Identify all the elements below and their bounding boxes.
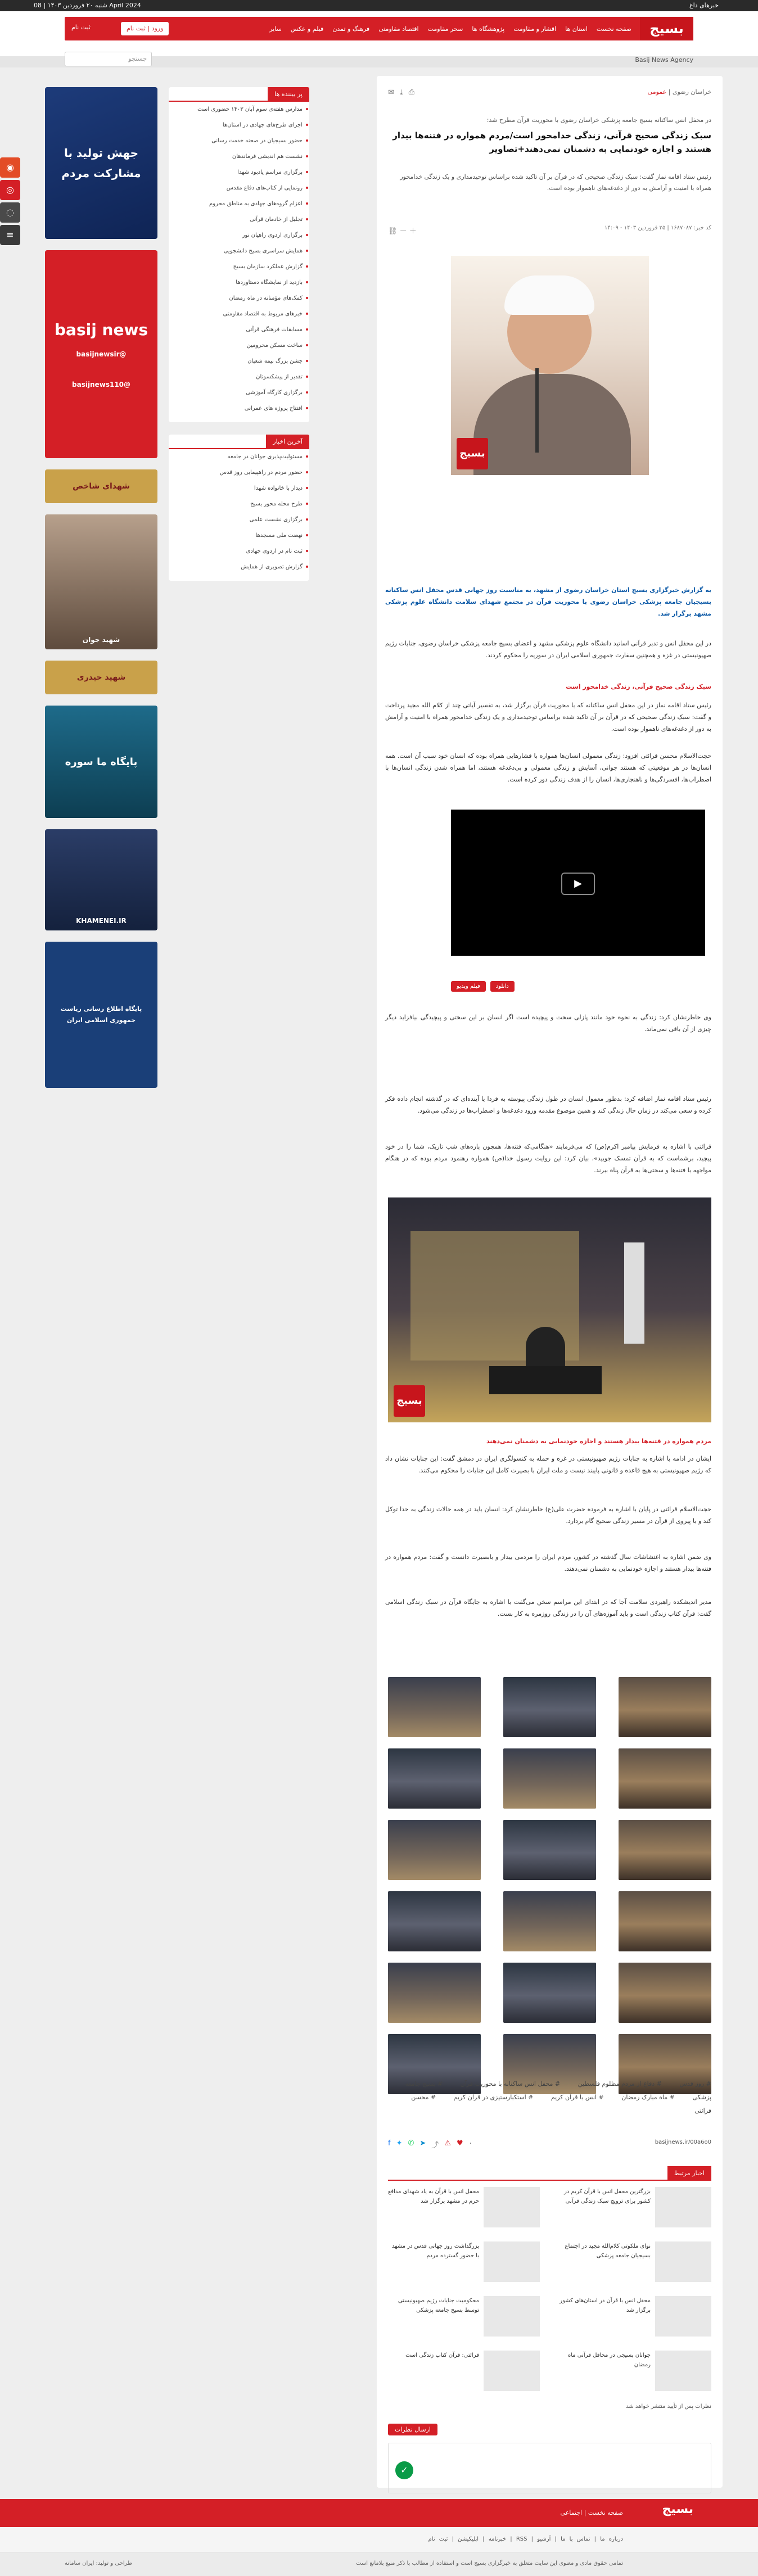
related-image: [655, 2241, 711, 2282]
related-title: اخبار مرتبط: [667, 2166, 711, 2181]
article-surtitle: در محفل انس ساکنانه بسیج جامعه پزشکی خراسان رضوی با محوریت قرآن مطرح شد:: [486, 116, 711, 124]
middle-column: [169, 87, 309, 593]
zoom-in-icon[interactable]: ＋: [409, 227, 417, 236]
paragraph: وی ضمن اشاره به اغتشاشات سال گذشته در کشور، مردم ایران را مردمی بیدار و بابصیرت دانست و گفت: مردم همواره در فتنه‌ها بیدار هستند و اجازه خودنمایی به دشمنان نمی‌دهند.: [385, 1553, 711, 1572]
email-icon[interactable]: ✉: [388, 88, 394, 97]
register-link[interactable]: ثبت نام: [71, 24, 91, 31]
ad-production-banner[interactable]: [45, 87, 157, 239]
related-image: [484, 2241, 540, 2282]
related-text: محفل انس با قرآن به یاد شهدای مدافع حرم در مشهد برگزار شد: [387, 2189, 479, 2204]
related-text: جوانان بسیجی در محافل قرآنی ماه رمضان: [567, 2352, 651, 2368]
popular-item[interactable]: برگزاری اردوی راهیان نور: [169, 228, 309, 243]
popular-item[interactable]: برگزاری کارگاه آموزشی: [169, 385, 309, 401]
alert-icon[interactable]: ⚠: [444, 2139, 451, 2148]
paragraph: ایشان در ادامه با اشاره به جنایات رژیم صهیونیستی در غزه و حمله به کنسولگری ایران در دمشق گفت: این جنایات نشان داد که رژیم صهیونیستی به هیچ قاعده و قانونی پایبند نیست و ملت ایران با بصیرت کامل این جنایات را محکوم می‌کنند.: [385, 1455, 711, 1474]
paragraph: قرائتی با اشاره به فرمایش پیامبر اکرم(ص) که می‌فرمایند «هنگامی‌که فتنه‌ها، همچون پاره‌های شب تاریک، شما را در خود پیچید، برشماست که به قرآن تمسک جویید»، بیان کرد: این روایت رسول خدا(ص) همواره رهنمود مردم بوده که در هنگام مواجهه با فتنه‌ها و سختی‌ها به قرآن پناه ببرند.: [385, 1143, 711, 1174]
menu-item-culture[interactable]: فرهنگ و تمدن: [332, 25, 370, 33]
comment-textarea[interactable]: [388, 2443, 711, 2493]
popular-box: [169, 87, 309, 422]
popular-header: [169, 87, 309, 102]
image-figure-turban: [504, 275, 594, 315]
article-lead: رئیس ستاد اقامه نماز گفت: سبک زندگی صحیحی که در قرآن بر آن تاکید شده براساس توحیدمداری و یک زندگی خدامحور همراه با امنیت و آرامش به دور از دغدغه‌های ناهموار بوده است.: [400, 173, 711, 192]
play-icon[interactable]: ▶: [561, 873, 595, 895]
ad-column: [45, 87, 157, 1099]
like-icon[interactable]: ♥: [456, 2139, 463, 2148]
ad-khamenei[interactable]: [45, 829, 157, 930]
related-image: [484, 2296, 540, 2337]
footer-bottom: [0, 2552, 758, 2576]
ad-basij-handle2: @basijnews110: [72, 380, 131, 388]
related-item[interactable]: [560, 2296, 711, 2337]
gallery-thumb[interactable]: [619, 1748, 711, 1809]
top-bar: [0, 0, 758, 11]
related-image: [655, 2187, 711, 2227]
popular-item[interactable]: جشن بزرگ نیمه شعبان: [169, 354, 309, 369]
related-text: بزرگترین محفل انس با قرآن کریم در کشور برای ترویج سبک زندگی قرآنی: [564, 2189, 651, 2204]
gallery-thumb[interactable]: [619, 1820, 711, 1880]
latest-item[interactable]: حضور مردم در راهپیمایی روز قدس: [169, 465, 309, 481]
video-label-button[interactable]: فیلم ویدیو: [451, 981, 486, 992]
paragraph: [385, 585, 711, 620]
paragraph: مدیر اندیشکده راهبردی سلامت آجا که در ابتدای این مراسم سخن می‌گفت با اشاره به جایگاه قرآن در سبک زندگی اسلامی گفت: قرآن کتاب زندگی است و باید آموزه‌های آن را در زندگی روزمره به کار بست.: [385, 1598, 711, 1617]
gallery-thumb[interactable]: [503, 1963, 596, 2023]
ad-martyrs-text: شهدای شاخص: [73, 482, 130, 491]
font-size-controls: [388, 225, 417, 236]
related-header: [388, 2166, 711, 2181]
gallery-thumb[interactable]: [619, 1677, 711, 1737]
ad-martyr-photo[interactable]: [45, 514, 157, 649]
popular-item[interactable]: مدارس هفته‌ی سوم آبان ۱۴۰۳ حضوری است: [169, 102, 309, 117]
gallery-thumb[interactable]: [388, 1748, 481, 1809]
like-count: ۰: [468, 2139, 473, 2148]
popular-item[interactable]: خبرهای مربوط به اقتصاد مقاومتی: [169, 306, 309, 322]
image-desk: [489, 1366, 602, 1394]
gallery-thumb[interactable]: [388, 1820, 481, 1880]
gallery-thumb[interactable]: [619, 1891, 711, 1951]
latest-item[interactable]: گزارش تصویری از همایش: [169, 559, 309, 575]
ad-sure-text: پایگاه ما سوره: [65, 756, 138, 768]
facebook-icon[interactable]: f: [388, 2139, 391, 2148]
designer-credit[interactable]: طراحی و تولید: ایران سامانه: [65, 2560, 133, 2566]
popular-item[interactable]: مسابقات فرهنگی قرآنی: [169, 322, 309, 338]
main-image: [451, 256, 649, 475]
footer-logo[interactable]: بسیج: [662, 2502, 693, 2516]
breadcrumb-category[interactable]: عمومی: [647, 88, 667, 96]
breadcrumb: خراسان رضوی | عمومی: [647, 88, 711, 96]
related-item[interactable]: [388, 2351, 540, 2391]
popular-item[interactable]: حضور بسیجیان در صحنه خدمت رسانی: [169, 133, 309, 149]
tag-label: انس با قرآن کریم: [551, 2094, 597, 2102]
basij-watermark: بسیج: [394, 1385, 425, 1417]
ad-basij-text: basij news: [55, 320, 148, 339]
tag[interactable]: # بسیج جامعه پزشکی: [405, 2080, 711, 2102]
ad-basij-news[interactable]: [45, 250, 157, 458]
download-button[interactable]: دانلود: [490, 981, 515, 992]
comments-note: نظرات پس از تأیید منتشر خواهد شد: [626, 2403, 711, 2410]
whatsapp-icon[interactable]: ✆: [408, 2139, 414, 2148]
date-text: شنبه ۲۰ فروردین ۱۴۰۳ | 08 April 2024: [34, 2, 141, 9]
paragraph: حجت‌الاسلام محسن قرائتی افزود: زندگی معمولی انسان‌ها همواره با فشارهایی همراه بوده که انسان خود سبب آن است. همه انسان‌ها در هر موقعیتی که هستند جوانی، آسایش و زندگی معمولی و بی‌دغدغه هستند، اما همراه شدن زندگی انسان‌ها با اضطراب‌ها، افسردگی‌ها و ناهنجاری‌ها، انسان را از هدف زندگی دور کرده است.: [385, 752, 711, 783]
ad-president-text: پایگاه اطلاع رسانی ریاست جمهوری اسلامی ایران: [60, 1005, 142, 1024]
basij-watermark: بسیج: [457, 438, 488, 469]
agency-name: Basij News Agency: [635, 56, 693, 64]
ad-martyr-name[interactable]: [45, 661, 157, 694]
menu-item-resistance[interactable]: سحر مقاومت: [427, 25, 463, 33]
paragraph: حجت‌الاسلام قرائتی در پایان با اشاره به فرموده حضرت علی(ع) خاطرنشان کرد: انسان باید در همه حالات زندگی به خدا توکل کند و با پیروی از قرآن در مسیر زندگی صحیح گام بردارد.: [385, 1506, 711, 1525]
related-item[interactable]: [560, 2187, 711, 2227]
latest-item[interactable]: ثبت نام در اردوی جهادی: [169, 544, 309, 559]
popular-item[interactable]: اجرای طرح‌های جهادی در استان‌ها: [169, 117, 309, 133]
image-caption: مردم همواره در فتنه‌ها بیدار هستند و اجازه خودنمایی به دشمنان نمی‌دهند: [486, 1438, 711, 1445]
popular-item[interactable]: بازدید از نمایشگاه دستاوردها: [169, 275, 309, 291]
tag-label: روز قدس: [679, 2080, 705, 2087]
latest-box: [169, 435, 309, 581]
app-icon[interactable]: ◉: [0, 157, 20, 178]
hot-news-label[interactable]: خبرهای داغ: [689, 2, 719, 9]
tag[interactable]: # محسن قرائتی: [411, 2094, 711, 2115]
related-item[interactable]: [388, 2241, 540, 2282]
paragraph: وی خاطرنشان کرد: زندگی به نحوه خود مانند پازلی سخت و پیچیده است اگر انسان بر این سختی و پیچیدگی بیافزاید دیگر چیزی از آن باقی نمی‌ماند.: [385, 1014, 711, 1033]
tag-label: محسن قرائتی: [411, 2094, 711, 2115]
breadcrumb-province[interactable]: خراسان رضوی: [672, 88, 711, 96]
send-comment-button[interactable]: ارسال نظرات: [388, 2424, 437, 2435]
logo-text: بسیج: [649, 21, 684, 37]
popular-item[interactable]: تجلیل از خادمان قرآنی: [169, 212, 309, 228]
rss-icon[interactable]: ◌: [0, 202, 20, 223]
search-input[interactable]: جستجو: [65, 52, 152, 66]
aparat-icon[interactable]: ◎: [0, 180, 20, 200]
latest-header: [169, 435, 309, 449]
ad-basij-handle: @basijnewsir: [76, 350, 127, 358]
related-image: [655, 2351, 711, 2391]
link-icon[interactable]: ⛓: [388, 227, 398, 236]
paragraph: رئیس ستاد اقامه نماز اضافه کرد: بدطور معمول انسان در طول زندگی پیوسته به فردا یا آینده‌ای که در گذشته انجام داده فکر کرده و سعی می‌کند در زمان حال زندگی کند و همین موضوع مقدمه ورود دغدغه‌ها و اضطراب‌ها در زندگی می‌شود.: [385, 1095, 711, 1114]
tag[interactable]: # انس با قرآن کریم: [551, 2094, 604, 2102]
copyright-text: تمامی حقوق مادی و معنوی این سایت متعلق به خبرگزاری بسیج است و استفاده از مطالب با ذکر منبع بلامانع است: [356, 2560, 623, 2566]
intro-highlight: به گزارش خبرگزاری بسیج استان خراسان رضوی از مشهد، به مناسبت روز جهانی قدس محفل انس ساکنانه بسیجیان جامعه پزشکی خراسان رضوی با محوریت قرآن در مجتمع شهدای سلامت دانشگاه علوم پزشکی مشهد برگزار شد.: [385, 586, 711, 617]
popular-item[interactable]: گزارش عملکرد سازمان بسیج: [169, 259, 309, 275]
ad-sure-base[interactable]: [45, 706, 157, 818]
latest-item[interactable]: طرح محله محور بسیج: [169, 496, 309, 512]
paragraph: در این محفل انس و تدبر قرآنی اساتید دانشگاه علوم پزشکی مشهد و اعضای بسیج جامعه پزشکی خراسان رضوی، جنایات رژیم صهیونیستی در غزه و همچنین سفارت جمهوری اسلامی ایران در سوریه را محکوم کردند.: [385, 640, 711, 659]
popular-item[interactable]: اعزام گروه‌های جهادی به مناطق محروم: [169, 196, 309, 212]
login-button[interactable]: ورود | ثبت نام: [121, 22, 169, 35]
tag[interactable]: # دفاع از مردم مظلوم فلسطین: [577, 2080, 662, 2087]
menu-item-research[interactable]: پژوهشگاه ها: [472, 25, 505, 33]
popular-item[interactable]: برگزاری مراسم یادبود شهدا: [169, 165, 309, 180]
menu-item-economy[interactable]: اقتصاد مقاومتی: [378, 25, 419, 33]
share-icon[interactable]: ⤴: [431, 2141, 439, 2150]
footer-link-list[interactable]: درباره ما | تماس با ما | آرشیو | RSS | خبرنامه | اپلیکیشن | ثبت نام: [428, 2536, 623, 2542]
tag[interactable]: # روز قدس: [679, 2080, 711, 2087]
footer-links: [0, 2527, 758, 2552]
share-bar: [388, 2139, 473, 2150]
feed-icon[interactable]: ≡: [0, 225, 20, 245]
article-meta: کد خبر: ۱۶۸۷۰۸۷ | ۲۵ فروردین ۱۴۰۳ - ۱۴:۰۹: [604, 225, 711, 231]
popular-item[interactable]: افتتاح پروژه های عمرانی: [169, 401, 309, 417]
zoom-out-icon[interactable]: －: [399, 227, 407, 236]
popular-item[interactable]: کمک‌های مؤمنانه در ماه رمضان: [169, 291, 309, 306]
telegram-icon[interactable]: ➤: [419, 2139, 426, 2148]
tag-label: بسیج جامعه پزشکی: [405, 2080, 711, 2102]
gallery-thumb[interactable]: [388, 1891, 481, 1951]
gallery-thumb[interactable]: [503, 1677, 596, 1737]
ad-martyr-text: شهید جوان: [82, 636, 120, 644]
tag[interactable]: # استکبارستیزی در قرآن کریم: [453, 2094, 534, 2102]
footer-menu[interactable]: صفحه نخست | اجتماعی: [560, 2509, 623, 2516]
related-text: محفل انس با قرآن در استان‌های کشور برگزار شد: [560, 2298, 651, 2313]
second-image: [388, 1197, 711, 1422]
image-figure-robe: [473, 374, 631, 475]
related-text: قرائتی: قرآن کتاب زندگی است: [405, 2352, 479, 2358]
latest-title: آخرین اخبار: [266, 435, 309, 449]
related-item[interactable]: [388, 2187, 540, 2227]
footer-main: [0, 2499, 758, 2527]
ad-president[interactable]: [45, 942, 157, 1088]
tag-label: دفاع از مردم مظلوم فلسطین: [577, 2080, 655, 2087]
menu-item-media[interactable]: فیلم و عکس: [290, 25, 324, 33]
site-logo[interactable]: [640, 17, 693, 40]
photo-gallery: [388, 1677, 711, 2094]
social-float: [0, 157, 20, 247]
ad-production-text: جهش تولید با مشارکت مردم: [61, 146, 141, 180]
tag-list: [388, 2077, 711, 2118]
related-text: نوای ملکوتی کلام‌الله مجید در اجتماع بسیجیان جامعه پزشکی: [565, 2243, 651, 2259]
article-column: [377, 76, 723, 2488]
tag-label: محفل انس ساکنانه با محوریت قرآن: [460, 2080, 553, 2087]
popular-item[interactable]: تقدیر از پیشکسوتان: [169, 369, 309, 385]
related-image: [484, 2187, 540, 2227]
related-list: [388, 2187, 711, 2391]
print-icon[interactable]: ⎙: [408, 88, 415, 97]
related-image: [655, 2296, 711, 2337]
related-text: محکومیت جنایات رژیم صهیونیستی توسط بسیج جامعه پزشکی: [398, 2298, 479, 2313]
latest-item[interactable]: برگزاری نشست علمی: [169, 512, 309, 528]
ad-khamenei-text: KHAMENEI.IR: [76, 917, 127, 925]
related-text: بزرگداشت روز جهانی قدس در مشهد با حضور گسترده مردم: [391, 2243, 479, 2259]
main-nav: [65, 17, 693, 40]
related-item[interactable]: [560, 2241, 711, 2282]
related-image: [484, 2351, 540, 2391]
save-icon[interactable]: ⤓: [399, 88, 403, 97]
popular-title: پر بیننده ها: [268, 87, 309, 102]
image-flag: [624, 1242, 644, 1344]
captcha-icon[interactable]: ✓: [395, 2461, 413, 2479]
related-item[interactable]: [388, 2296, 540, 2337]
gallery-thumb[interactable]: [619, 1963, 711, 2023]
menu-item-provinces[interactable]: استان ها: [565, 25, 588, 33]
latest-item[interactable]: نهضت ملی مسجد‌ها: [169, 528, 309, 544]
gallery-thumb[interactable]: [503, 1820, 596, 1880]
tag-label: ماه مبارک رمضان: [621, 2094, 668, 2102]
video-player[interactable]: [451, 810, 705, 956]
article-title: سبک زندگی صحیح قرآنی، زندگی خدامحور است/مردم همواره در فتنه‌ها بیدار هستند و اجازه خودنمایی به دشمنان نمی‌دهند+تصاویر: [392, 130, 711, 154]
tag[interactable]: # ماه مبارک رمضان: [621, 2094, 675, 2102]
gallery-thumb[interactable]: [503, 1748, 596, 1809]
tag-label: استکبارستیزی در قرآن کریم: [453, 2094, 526, 2102]
latest-item[interactable]: مسئولیت‌پذیری جوانان در جامعه: [169, 449, 309, 465]
menu-item-other[interactable]: سایر: [269, 25, 282, 33]
twitter-icon[interactable]: ✦: [396, 2139, 403, 2148]
popular-item[interactable]: نشست هم اندیشی فرماندهان: [169, 149, 309, 165]
latest-item[interactable]: دیدار با خانواده شهدا: [169, 481, 309, 496]
video-buttons: [451, 981, 515, 992]
ad-martyr-name-text: شهید حیدری: [76, 673, 126, 682]
short-url[interactable]: basijnews.ir/00a6o0: [655, 2139, 711, 2145]
gallery-thumb[interactable]: [388, 1963, 481, 2023]
image-microphone: [535, 368, 539, 453]
popular-item[interactable]: رونمایی از کتاب‌های دفاع مقدس: [169, 180, 309, 196]
menu-item-home[interactable]: صفحه نخست: [596, 25, 631, 33]
paragraph: رئیس ستاد اقامه نماز در این محفل انس ساکنانه که با محوریت قرآن برگزار شد، به تفسیر آیاتی چند از کلام الله مجید پرداخت و گفت: سبک زندگی صحیحی که در قرآن بر آن تاکید شده براساس توحیدمداری و یک زندگی خدامحور همراه با امنیت و آرامش به دور از دغدغه‌های ناهموار بوده است.: [385, 702, 711, 733]
popular-item[interactable]: ساخت مسکن محرومین: [169, 338, 309, 354]
related-item[interactable]: [560, 2351, 711, 2391]
menu-item-groups[interactable]: اقشار و مقاومت: [513, 25, 557, 33]
gallery-thumb[interactable]: [503, 1891, 596, 1951]
ad-martyrs-banner[interactable]: [45, 469, 157, 503]
article-tools: [388, 88, 414, 97]
subheading: سبک زندگی صحیح قرآنی، زندگی خدامحور است: [566, 683, 711, 690]
popular-item[interactable]: همایش سراسری بسیج دانشجویی: [169, 243, 309, 259]
gallery-thumb[interactable]: [388, 1677, 481, 1737]
main-menu: [269, 17, 631, 40]
tag[interactable]: # محفل انس ساکنانه با محوریت قرآن: [460, 2080, 561, 2087]
